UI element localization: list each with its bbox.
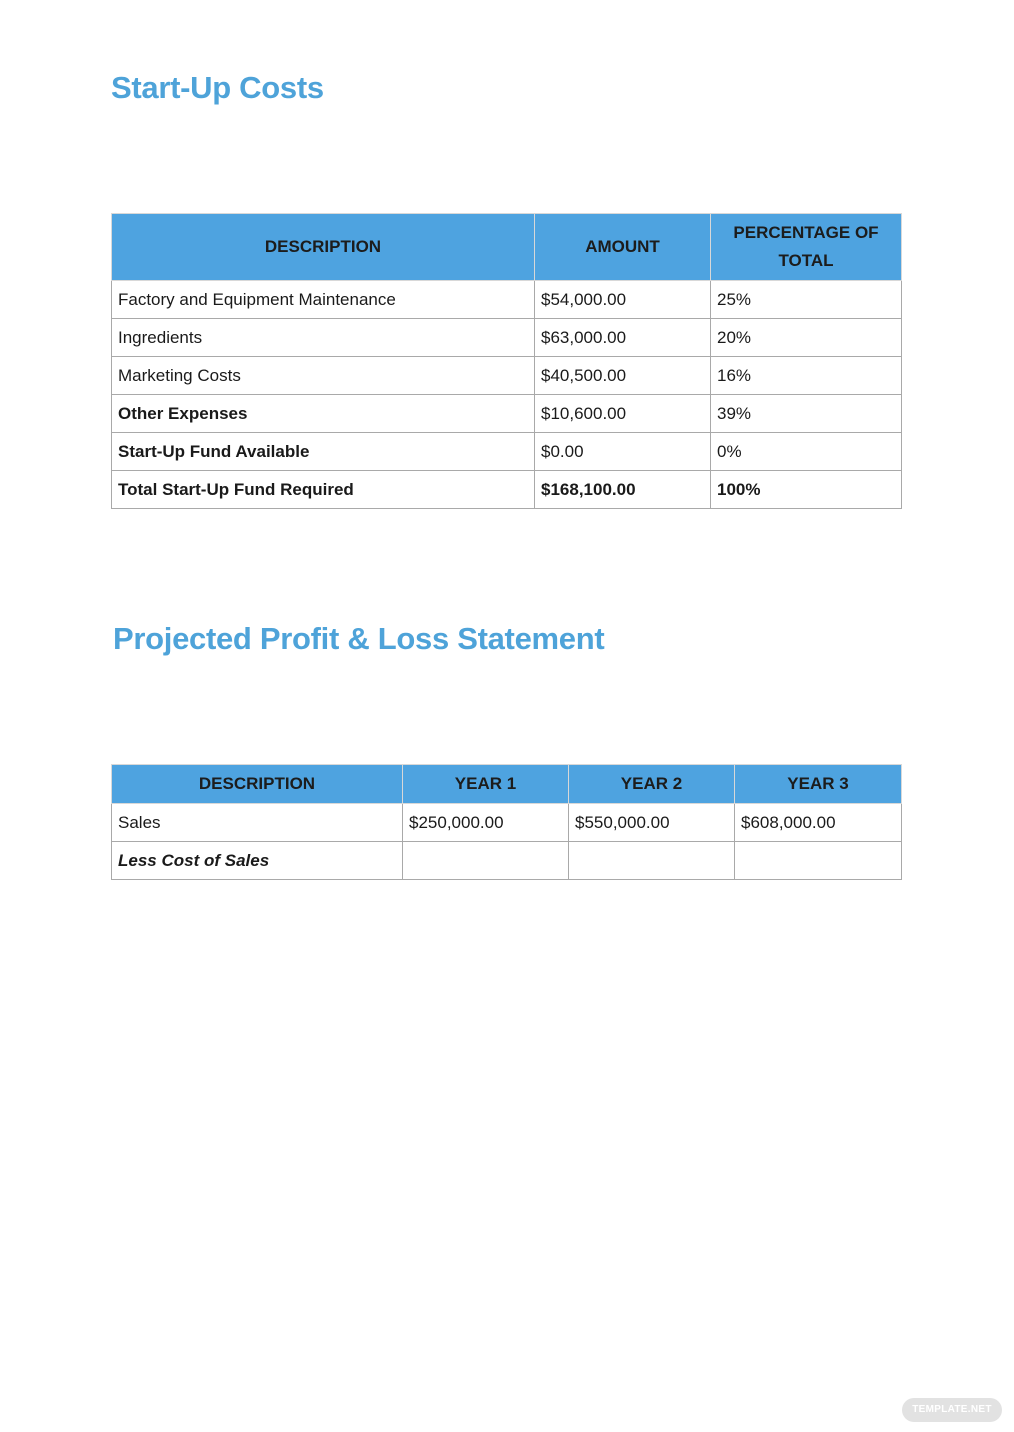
row-year-1: $250,000.00 [403, 804, 569, 842]
table-header-row [112, 765, 902, 804]
row-amount: $40,500.00 [535, 357, 711, 395]
row-percentage: 25% [711, 281, 902, 319]
row-description: Less Cost of Sales [112, 842, 403, 880]
template-watermark: TEMPLATE.NET [902, 1398, 1002, 1422]
table-row [112, 319, 902, 357]
row-amount: $10,600.00 [535, 395, 711, 433]
row-description: Factory and Equipment Maintenance [112, 281, 535, 319]
column-header-year-3: YEAR 3 [735, 765, 902, 804]
table-row [112, 433, 902, 471]
profit-loss-title: Projected Profit & Loss Statement [113, 621, 605, 656]
row-year-3 [735, 842, 902, 880]
column-header-amount: AMOUNT [535, 214, 711, 281]
row-percentage: 20% [711, 319, 902, 357]
row-year-1 [403, 842, 569, 880]
table-row [112, 395, 902, 433]
column-header-year-2: YEAR 2 [569, 765, 735, 804]
row-amount: $63,000.00 [535, 319, 711, 357]
row-description: Ingredients [112, 319, 535, 357]
total-description: Total Start-Up Fund Required [112, 471, 535, 509]
row-description: Other Expenses [112, 395, 535, 433]
row-year-2: $550,000.00 [569, 804, 735, 842]
row-amount: $0.00 [535, 433, 711, 471]
row-percentage: 39% [711, 395, 902, 433]
column-header-percentage: PERCENTAGE OF TOTAL [711, 214, 902, 281]
table-header-row [112, 214, 902, 281]
row-description: Start-Up Fund Available [112, 433, 535, 471]
row-year-3: $608,000.00 [735, 804, 902, 842]
row-percentage: 0% [711, 433, 902, 471]
total-amount: $168,100.00 [535, 471, 711, 509]
table-row [112, 357, 902, 395]
total-percentage: 100% [711, 471, 902, 509]
row-description: Sales [112, 804, 403, 842]
startup-costs-title: Start-Up Costs [111, 70, 324, 105]
column-header-description: DESCRIPTION [112, 214, 535, 281]
row-percentage: 16% [711, 357, 902, 395]
profit-loss-table [111, 764, 902, 880]
startup-costs-table [111, 213, 902, 509]
table-row [112, 842, 902, 880]
column-header-year-1: YEAR 1 [403, 765, 569, 804]
row-description: Marketing Costs [112, 357, 535, 395]
table-row [112, 281, 902, 319]
table-total-row [112, 471, 902, 509]
column-header-description: DESCRIPTION [112, 765, 403, 804]
row-amount: $54,000.00 [535, 281, 711, 319]
row-year-2 [569, 842, 735, 880]
table-row [112, 804, 902, 842]
